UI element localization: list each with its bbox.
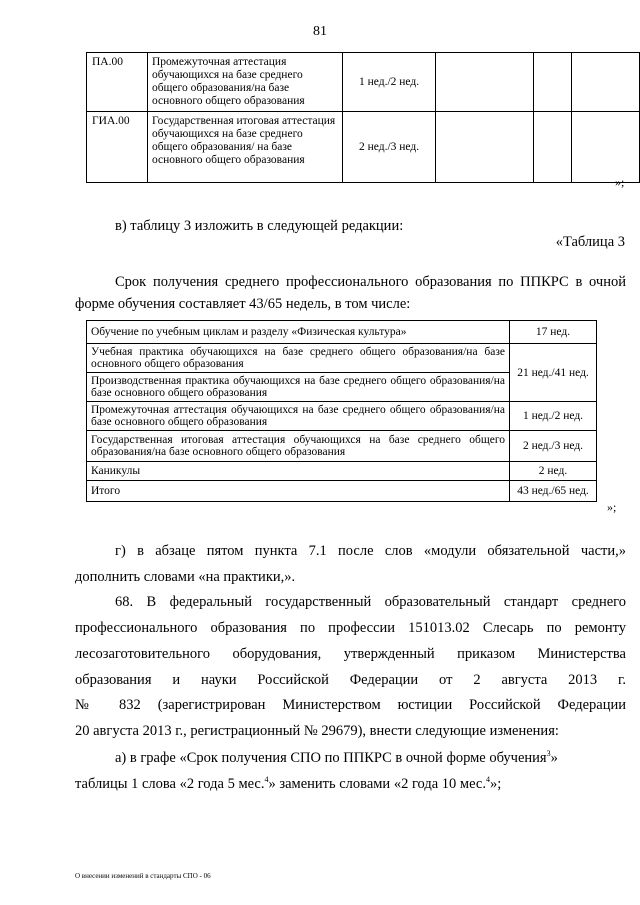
paragraph-68-line: № 832 (зарегистрирован Министерством юстиции Российской Федерации (75, 697, 626, 713)
table-cell-name: Промежуточная аттестация обучающихся на базе среднего общего образования/на базе основного общего образования (147, 53, 342, 112)
table-cell-duration: 1 нед./2 нед. (342, 53, 436, 112)
table-row (87, 321, 597, 344)
table-cell-value: 1 нед./2 нед. (510, 402, 597, 431)
intro-line: Срок получения среднего профессионального образования по ППКРС в очной (115, 274, 626, 290)
table-row (87, 481, 597, 502)
table-row (87, 112, 640, 183)
table-cell-desc: Каникулы (87, 462, 510, 481)
paragraph-a-line (75, 773, 501, 795)
table-row (87, 431, 597, 462)
paragraph-68-line: 68. В федеральный государственный образовательный стандарт среднего (115, 594, 626, 610)
table-row (87, 53, 640, 112)
closing-quote: »; (615, 175, 625, 189)
table-cell-duration: 2 нед./3 нед. (342, 112, 436, 183)
table-cell-desc: Производственная практика обучающихся на базе среднего общего образования/на базе основного общего образования (87, 373, 510, 402)
top-table (86, 52, 640, 183)
closing-quote: »; (607, 500, 617, 514)
page-number: 81 (313, 24, 327, 39)
table-cell-empty (572, 112, 640, 183)
table-cell-name: Государственная итоговая аттестация обучающихся на базе среднего общего образования/ на базе основного общего образования (147, 112, 342, 183)
table-cell-value: 17 нед. (510, 321, 597, 344)
table3-label: «Таблица 3 (555, 234, 625, 250)
paragraph-a-line (115, 747, 626, 769)
table-cell-value: 2 нед./3 нед. (510, 431, 597, 462)
table-cell-desc: Обучение по учебным циклам и разделу «Физическая культура» (87, 321, 510, 344)
footer-note: О внесении изменений в стандарты СПО - 06 (75, 872, 211, 880)
table-cell-code: ПА.00 (87, 53, 148, 112)
table-cell-value: 43 нед./65 нед. (510, 481, 597, 502)
table-row (87, 402, 597, 431)
table-row (87, 344, 597, 373)
table-row (87, 462, 597, 481)
table-cell-empty (534, 112, 572, 183)
table-cell-empty (436, 53, 534, 112)
table-cell-desc: Государственная итоговая аттестация обучающихся на базе среднего общего образования/на базе основного общего образования (87, 431, 510, 462)
paragraph-68-line: образования и науки Российской Федерации от 2 августа 2013 г. (75, 672, 626, 688)
paragraph-68-line: профессионального образования по профессии 151013.02 Слесарь по ремонту (75, 620, 626, 636)
table-cell-code: ГИА.00 (87, 112, 148, 183)
table-cell-desc: Итого (87, 481, 510, 502)
table-cell-empty (534, 53, 572, 112)
paragraph-a-text: » (550, 750, 558, 766)
intro-line: форме обучения составляет 43/65 недель, в том числе: (75, 296, 411, 312)
table-cell-empty (436, 112, 534, 183)
footnote-ref: 3 (546, 749, 551, 759)
table-cell-value: 21 нед./41 нед. (510, 344, 597, 402)
table-cell-empty (572, 53, 640, 112)
paragraph-a-text: таблицы 1 слова «2 года 5 мес. (75, 776, 265, 792)
paragraph-a-text: а) в графе «Срок получения СПО по ППКРС в очной форме обучения (115, 750, 547, 766)
table-cell-value: 2 нед. (510, 462, 597, 481)
footnote-ref: 4 (485, 775, 490, 785)
paragraph-a-text: » заменить словами «2 года 10 мес. (268, 776, 486, 792)
table-cell-desc: Промежуточная аттестация обучающихся на базе среднего общего образования/на базе основного общего образования (87, 402, 510, 431)
paragraph-68-line: 20 августа 2013 г., регистрационный № 29679), внести следующие изменения: (75, 723, 559, 739)
paragraph-g-line: г) в абзаце пятом пункта 7.1 после слов «модули обязательной части,» (115, 543, 626, 559)
paragraph-68-line: лесозаготовительного оборудования, утвержденный приказом Министерства (75, 646, 626, 662)
table-3 (86, 320, 597, 502)
footnote-ref: 4 (264, 775, 269, 785)
paragraph-v: в) таблицу 3 изложить в следующей редакции: (115, 218, 404, 234)
table-cell-desc: Учебная практика обучающихся на базе среднего общего образования/на базе основного общего образования (87, 344, 510, 373)
paragraph-g-line: дополнить словами «на практики,». (75, 569, 296, 585)
paragraph-a-text: »; (489, 776, 502, 792)
